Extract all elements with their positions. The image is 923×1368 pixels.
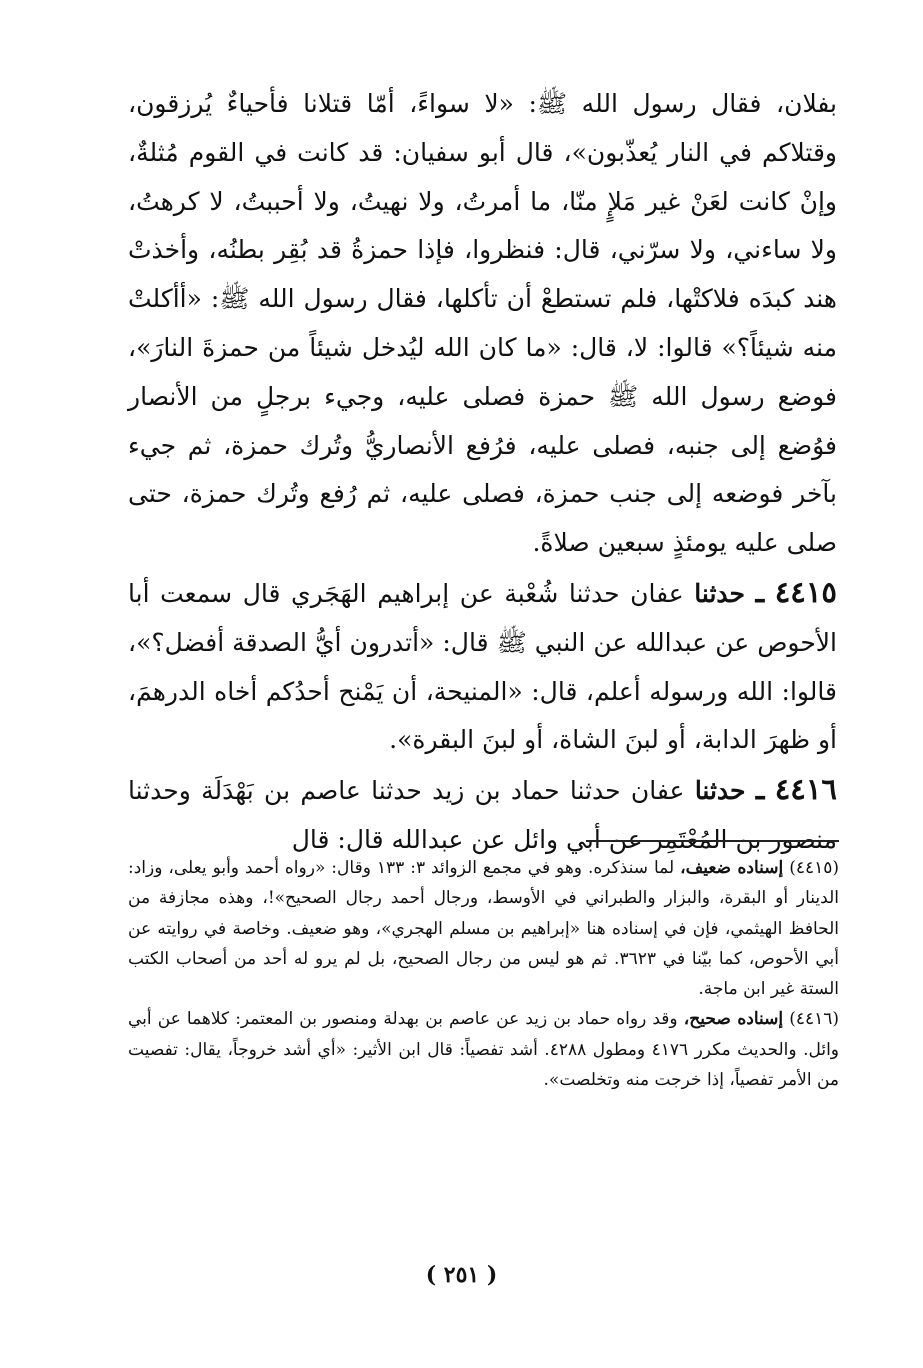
footnote-4415 — [128, 853, 839, 1004]
footnote-grade: إسناده ضعيف، — [680, 858, 784, 878]
page-number: ( ٢٥١ ) — [425, 1262, 498, 1288]
footnote-4416 — [128, 1004, 839, 1095]
main-text — [128, 80, 837, 865]
footnote-ref: (٤٤١٦) — [789, 1009, 840, 1030]
footnote-grade: إسناده صحيح، — [683, 1009, 784, 1030]
hadith-head: حدثنا — [694, 578, 745, 608]
footnotes — [128, 853, 839, 1095]
hadith-number: ٤٤١٦ — [774, 772, 838, 807]
footnote-divider — [586, 840, 839, 842]
footnote-text: وقد رواه حماد بن زيد عن عاصم بن بهدلة ومنصور بن المعتمر: كلاهما عن أبي وائل. والحديث مكرر ٤١٧٦ ومطول ٤٢٨٨. أشد تفصياً: قال ابن الأثير: «أي أشد خروجاً، يقال: تفصيت من الأمر تفصياً، إذا خرجت منه وتخلصت». — [128, 1009, 840, 1091]
continuation-paragraph: بفلان، فقال رسول الله ﷺ: «لا سواءً، أمّا قتلانا فأحياءٌ يُرزقون، وقتلاكم في النار يُعذّبون»، قال أبو سفيان: قد كانت في القوم مُثلةٌ، وإنْ كانت لعَنْ غير مَلإٍ منّا، ما أمرتُ، ولا نهيتُ، ولا أحببتُ، لا كرهتُ، ولا ساءني، ولا سرّني، قال: فنظروا، فإذا حمزةُ قد بُقِر بطنُه، وأخذتْ هند كبدَه فلاكتْها، فلم تستطعْ أن تأكلها، فقال رسول الله ﷺ: «أأكلتْ منه شيئاً؟» قالوا: لا، قال: «ما كان الله ليُدخل شيئاً من حمزةَ النارَ»، فوضع رسول الله ﷺ حمزة فصلى عليه، وجيء برجلٍ من الأنصار فوُضع إلى جنبه، فصلى عليه، فرُفع الأنصاريُّ وتُرك حمزة، ثم جيء بآخر فوضعه إلى جنب حمزة، فصلى عليه، ثم رُفع وتُرك حمزة، حتى صلى عليه يومئذٍ سبعين صلاةً. — [128, 89, 837, 558]
footnote-text: لما سنذكره. وهو في مجمع الزوائد ٣: ١٣٣ وقال: «رواه أحمد وأبو يعلى، وزاد: الدينار أو البقرة، والبزار والطبراني في الأوسط، ورجال أحمد رجال الصحيح»!، وهذه مجازفة من الحافظ الهيثمي، فإن في إسناده هنا «إبراهيم بن مسلم الهجري»، وهو ضعيف. وخاصة في روايته عن أبي الأحوص، كما بيّنا في ٣٦٢٣. ثم هو ليس من رجال الصحيح، بل لم يرو له أحد من أصحاب الكتب الستة غير ابن ماجة. — [128, 858, 840, 1000]
hadith-text: عفان حدثنا شُعْبة عن إبراهيم الهَجَري قال سمعت أبا الأحوص عن عبدالله عن النبي ﷺ قال: «أتدرون أيُّ الصدقة أفضل؟»، قالوا: الله ورسوله أعلم، قال: «المنيحة، أن يَمْنح أحدُكم أخاه الدرهمَ، أو ظهرَ الدابة، أو لبنَ الشاة، أو لبنَ البقرة». — [128, 578, 837, 755]
hadith-text: عفان حدثنا حماد بن زيد حدثنا عاصم بن بَهْدَلَة وحدثنا منصور بن المُعْتَمِر عن أبي وائل عن عبدالله قال: قال — [128, 776, 837, 854]
hadith-dash: ـ — [755, 772, 765, 807]
footnote-ref: (٤٤١٥) — [789, 858, 839, 878]
hadith-head: حدثنا — [694, 776, 746, 806]
hadith-number: ٤٤١٥ — [774, 574, 837, 609]
hadith-4416 — [128, 765, 837, 865]
hadith-4415 — [128, 568, 837, 765]
hadith-dash: ـ — [755, 574, 765, 609]
